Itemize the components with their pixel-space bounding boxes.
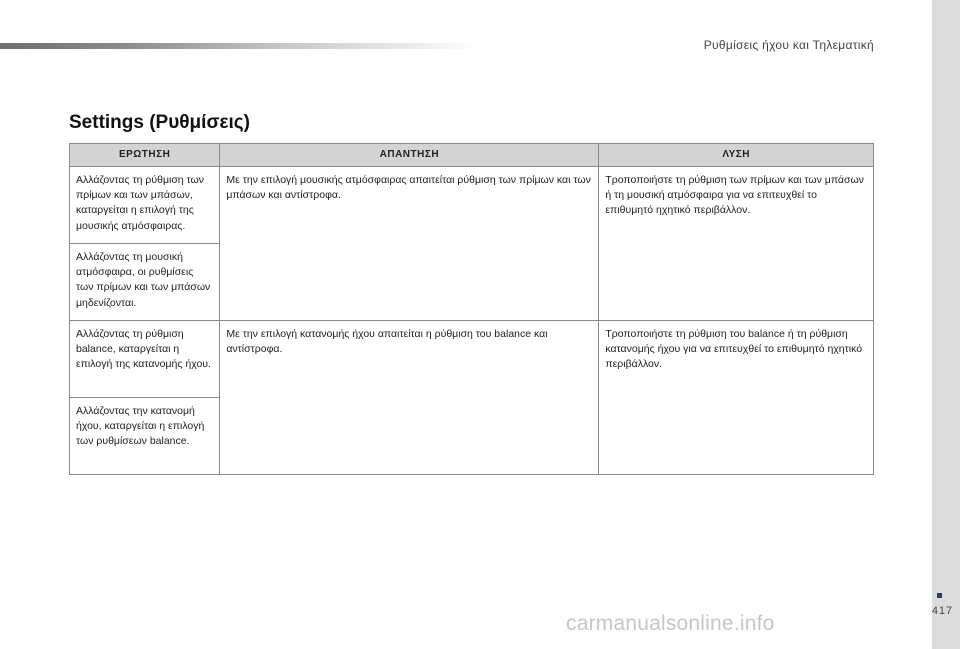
answer-cell: Με την επιλογή κατανομής ήχου απαιτείται η ρύθμιση του balance και αντίστροφα. <box>220 321 599 475</box>
header-gradient-bar <box>0 43 480 49</box>
table-row <box>70 167 874 244</box>
question-cell: Αλλάζοντας τη ρύθμιση balance, καταργείται η επιλογή της κατανομής ήχου. <box>70 321 220 398</box>
solution-cell: Τροποποιήστε τη ρύθμιση των πρίμων και των μπάσων ή τη μουσική ατμόσφαιρα για να επιτευχθεί το επιθυμητό ηχητικό περιβάλλον. <box>599 167 874 321</box>
section-title: Settings (Ρυθμίσεις) <box>69 112 250 133</box>
watermark-text: carmanualsonline.info <box>566 612 775 635</box>
question-cell: Αλλάζοντας τη μουσική ατμόσφαιρα, οι ρυθμίσεις των πρίμων και των μπάσων μηδενίζονται. <box>70 244 220 321</box>
table-row <box>70 321 874 398</box>
question-cell: Αλλάζοντας την κατανομή ήχου, καταργείται η επιλογή των ρυθμίσεων balance. <box>70 398 220 475</box>
column-header-answer: ΑΠΑΝΤΗΣΗ <box>220 144 599 167</box>
running-header-title: Ρυθμίσεις ήχου και Τηλεματική <box>703 38 874 52</box>
page-number: 417 <box>931 605 954 617</box>
answer-cell: Με την επιλογή μουσικής ατμόσφαιρας απαιτείται ρύθμιση των πρίμων και των μπάσων και αντίστροφα. <box>220 167 599 321</box>
column-header-question: ΕΡΩΤΗΣΗ <box>70 144 220 167</box>
table-header-row <box>70 144 874 167</box>
solution-cell: Τροποποιήστε τη ρύθμιση του balance ή τη ρύθμιση κατανομής ήχου για να επιτευχθεί το επιθυμητό ηχητικό περιβάλλον. <box>599 321 874 475</box>
column-header-solution: ΛΥΣΗ <box>599 144 874 167</box>
page-marker-square <box>937 593 942 598</box>
faq-table <box>69 143 874 475</box>
page-edge-strip <box>932 0 960 649</box>
question-cell: Αλλάζοντας τη ρύθμιση των πρίμων και των μπάσων, καταργείται η επιλογή της μουσικής ατμόσφαιρας. <box>70 167 220 244</box>
